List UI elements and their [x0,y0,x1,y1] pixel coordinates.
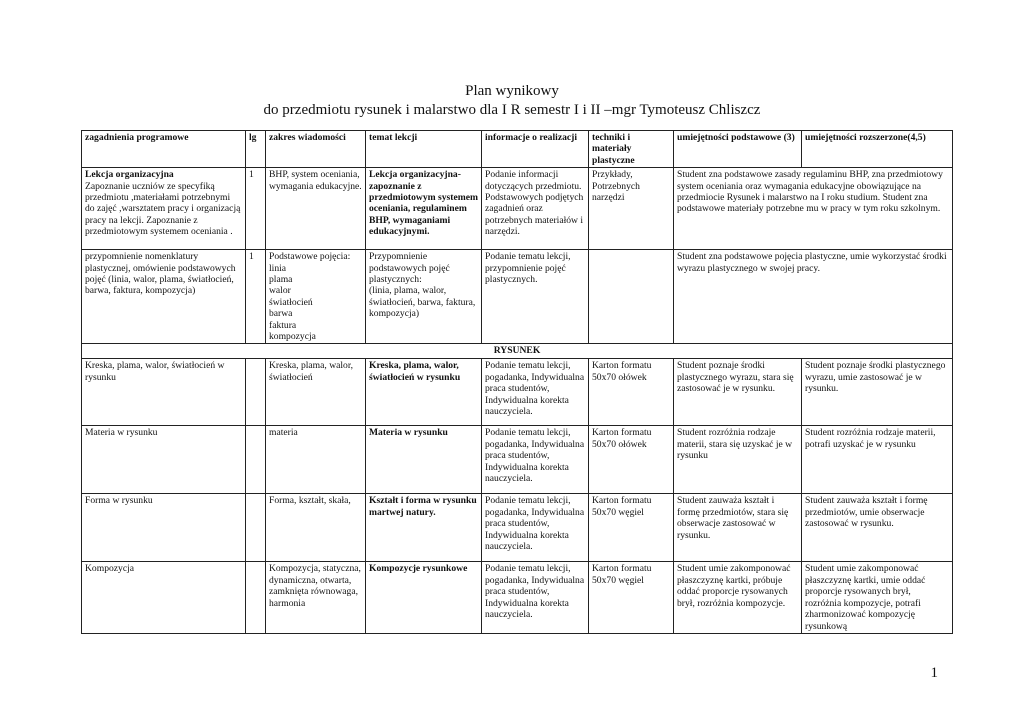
info-cell: Podanie tematu lekcji, pogadanka, Indywidualna praca studentów, Indywidualna korekta nauczyciela. [482,494,589,562]
techniques-cell: Przykłady, Potrzebnych narzędzi [589,168,674,250]
basic-cell: Student poznaje środki plastycznego wyrazu, stara się zastosować je w rysunku. [674,359,802,426]
scope-cell: BHP, system oceniania, wymagania edukacyjne. [266,168,366,250]
extended-cell: Student umie zakomponować płaszczyznę kartki, umie oddać proporcje rysowanych brył, rozróżnia kompozycje, potrafi zharmonizować kompozycję rysunkową [802,562,953,633]
lesson-cell: Przypomnienie podstawowych pojęć plastycznych: (linia, plama, walor, światłocień, barwa, faktura, kompozycja) [366,250,482,344]
header-lg: lg [246,131,266,168]
techniques-cell: Karton formatu 50x70 węgiel [589,494,674,562]
info-cell: Podanie tematu lekcji, pogadanka, Indywidualna praca studentów, Indywidualna korekta nauczyciela. [482,426,589,494]
page-number: 1 [930,665,938,681]
header-extended: umiejętności rozszerzone(4,5) [802,131,953,168]
lg-cell: 1 [246,168,266,250]
scope-cell: materia [266,426,366,494]
lesson-cell: Kreska, plama, walor, światłocień w rysunku [366,359,482,426]
topic-cell: przypomnienie nomenklatury plastycznej, omówienie podstawowych pojęć (linia, walor, plama, światłocień, barwa, faktura, kompozycja) [82,250,246,344]
basic-cell: Student zauważa kształt i formę przedmiotów, stara się obserwacje zastosować w rysunku. [674,494,802,562]
table-row [82,359,953,426]
table-row [82,494,953,562]
topic-cell: Forma w rysunku [82,494,246,562]
document-title: Plan wynikowy [465,83,559,99]
header-info: informacje o realizacji [482,131,589,168]
header-scope: zakres wiadomości [266,131,366,168]
table-row [82,168,953,250]
info-cell: Podanie tematu lekcji, przypomnienie pojęć plastycznych. [482,250,589,344]
techniques-cell: Karton formatu 50x70 ołówek [589,426,674,494]
scope-cell: Podstawowe pojęcia: linia plama walor światłocień barwa faktura kompozycja [266,250,366,344]
header-lesson: temat lekcji [366,131,482,168]
lesson-cell: Kompozycje rysunkowe [366,562,482,633]
info-cell: Podanie tematu lekcji, pogadanka, Indywidualna praca studentów, Indywidualna korekta nauczyciela. [482,359,589,426]
basic-cell: Student rozróżnia rodzaje materii, stara się uzyskać je w rysunku [674,426,802,494]
lg-cell [246,359,266,426]
extended-cell: Student rozróżnia rodzaje materii, potrafi uzyskać je w rysunku [802,426,953,494]
header-topics: zagadnienia programowe [82,131,246,168]
lg-cell [246,426,266,494]
basic-cell: Student zna podstawowe pojęcia plastyczne, umie wykorzystać środki wyrazu plastycznego w swojej pracy. [674,250,953,344]
table-row [82,250,953,344]
table-header-row [82,131,953,168]
extended-cell: Student zauważa kształt i formę przedmiotów, umie obserwacje zastosować w rysunku. [802,494,953,562]
lg-cell [246,494,266,562]
info-cell: Podanie tematu lekcji, pogadanka, Indywidualna praca studentów, Indywidualna korekta nauczyciela. [482,562,589,633]
lesson-cell: Kształt i forma w rysunku martwej natury. [366,494,482,562]
topic-cell: Materia w rysunku [82,426,246,494]
table-row [82,562,953,633]
section-row [82,344,953,359]
section-label: RYSUNEK [82,344,953,359]
techniques-cell [589,250,674,344]
extended-cell: Student poznaje środki plastycznego wyrazu, umie zastosować je w rysunku. [802,359,953,426]
lesson-cell: Lekcja organizacyjna-zapoznanie z przedmiotowym systemem oceniania, regulaminem BHP, wymaganiami edukacyjnymi. [366,168,482,250]
document-subtitle: do przedmiotu rysunek i malarstwo dla I R semestr I i II –mgr Tymoteusz Chliszcz [263,102,761,118]
scope-cell: Kreska, plama, walor, światłocień [266,359,366,426]
topic-cell [82,168,246,250]
table-row [82,426,953,494]
lesson-cell: Materia w rysunku [366,426,482,494]
lg-cell [246,562,266,633]
scope-cell: Kompozycja, statyczna, dynamiczna, otwarta, zamknięta równowaga, harmonia [266,562,366,633]
basic-cell: Student umie zakomponować płaszczyznę kartki, próbuje oddać proporcje rysowanych brył, rozróżnia kompozycje. [674,562,802,633]
topic-text: Zapoznanie uczniów ze specyfiką przedmiotu ,materiałami potrzebnymi do zajęć ,warsztatem pracy i organizacją pracy na lekcji. Zapoznanie z przedmiotowym systemem oceniania . [85,180,241,238]
techniques-cell: Karton formatu 50x70 ołówek [589,359,674,426]
basic-cell: Student zna podstawowe zasady regulaminu BHP, zna przedmiotowy system oceniania oraz wymagania edukacyjne obowiązujące na przedmiocie Rysunek i malarstwo na I roku studium. Student zna podstawowe materiały potrzebne mu w pracy w tym roku szkolnym. [674,168,953,250]
topic-cell: Kreska, plama, walor, światłocień w rysunku [82,359,246,426]
header-basic: umiejętności podstawowe (3) [674,131,802,168]
techniques-cell: Karton formatu 50x70 węgiel [589,562,674,633]
info-cell: Podanie informacji dotyczących przedmiotu. Podstawowych podjętych zagadnień oraz potrzebnych materiałów i narzędzi. [482,168,589,250]
scope-cell: Forma, kształt, skała, [266,494,366,562]
plan-table [81,130,953,634]
topic-heading: Lekcja organizacyjna [85,169,174,181]
topic-cell: Kompozycja [82,562,246,633]
lg-cell: 1 [246,250,266,344]
header-techniques: techniki i materiały plastyczne [589,131,674,168]
